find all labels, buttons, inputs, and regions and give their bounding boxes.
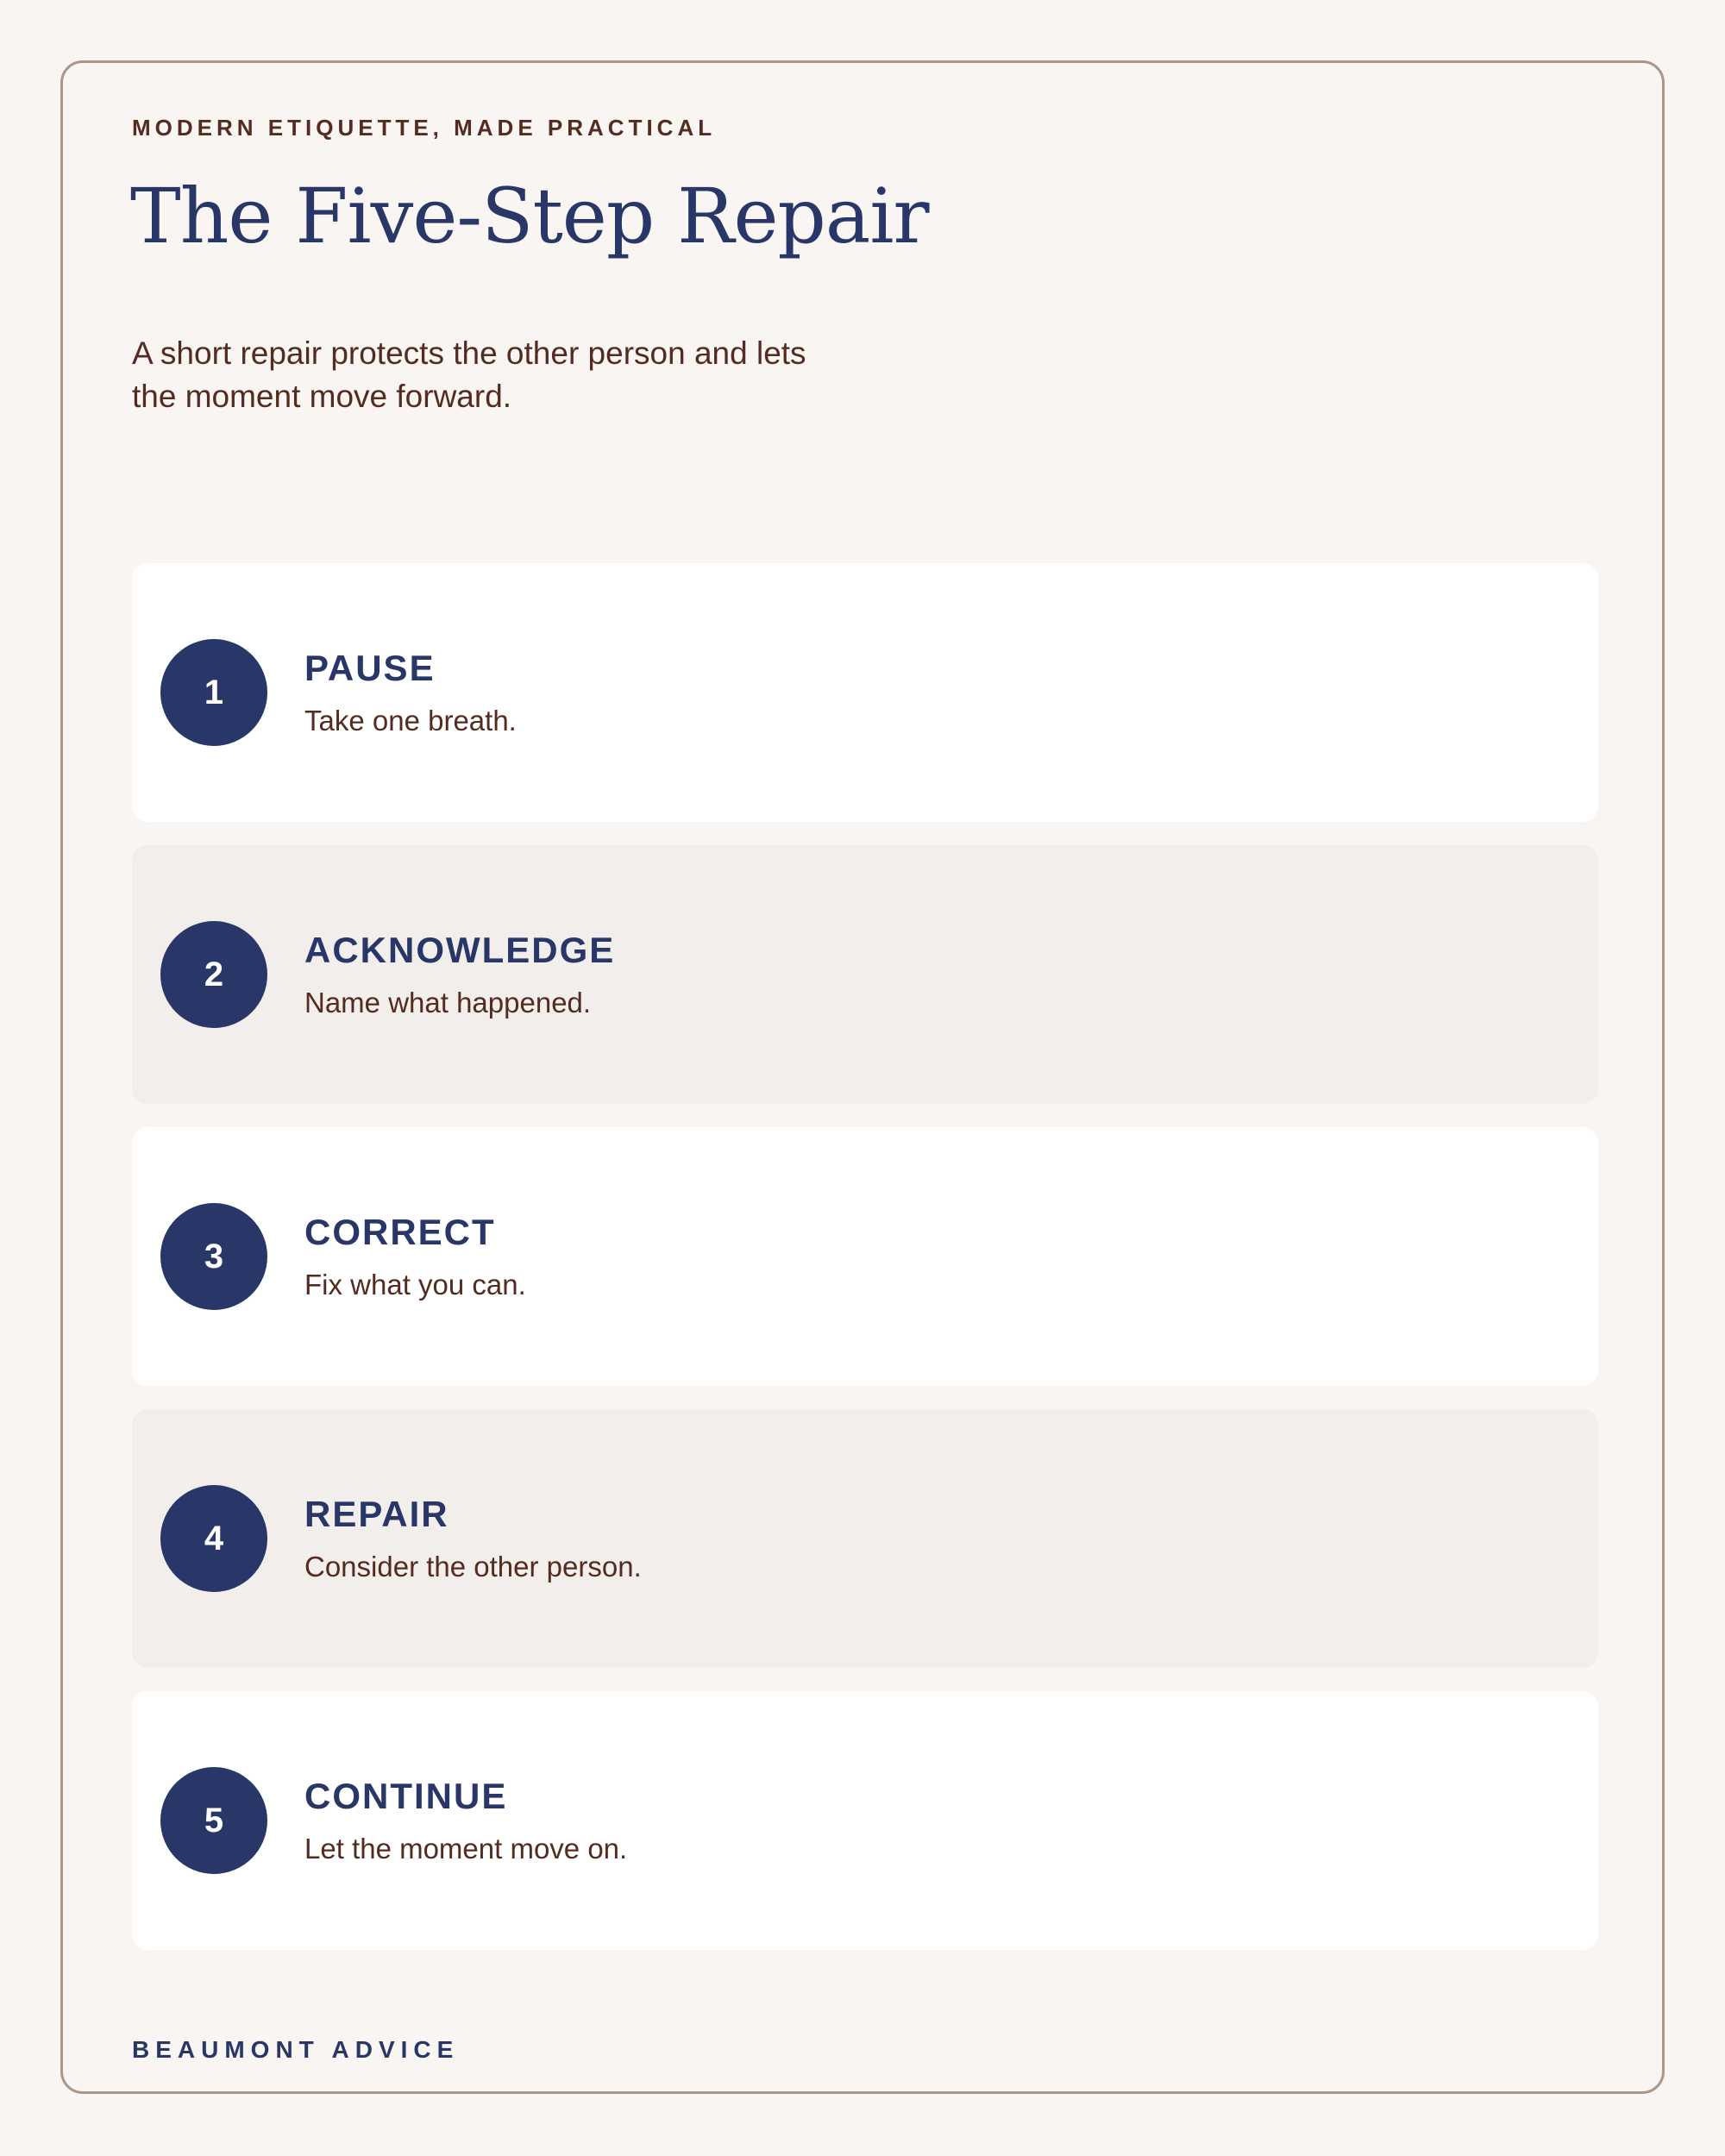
step-number-badge: 5 — [160, 1767, 267, 1874]
step-number-badge: 1 — [160, 639, 267, 746]
step-title: PAUSE — [304, 648, 436, 688]
step-title: CORRECT — [304, 1212, 496, 1252]
step-row-5 — [132, 1691, 1598, 1950]
step-number-badge: 3 — [160, 1203, 267, 1310]
step-row-4 — [132, 1409, 1598, 1668]
steps-list — [132, 563, 1598, 1973]
step-number-badge: 4 — [160, 1485, 267, 1592]
page-subtitle: A short repair protects the other person and lets the moment move forward. — [132, 335, 806, 414]
page-title: The Five-Step Repair — [130, 172, 929, 260]
step-description: Name what happened. — [304, 987, 592, 1018]
step-description: Take one breath. — [304, 705, 517, 736]
step-description: Let the moment move on. — [304, 1833, 628, 1865]
step-number-badge: 2 — [160, 921, 267, 1028]
brand-footer: BEAUMONT ADVICE — [132, 2036, 460, 2063]
step-description: Consider the other person. — [304, 1551, 642, 1583]
step-title: CONTINUE — [304, 1776, 508, 1816]
step-row-1 — [132, 563, 1598, 822]
repair-guide-card — [60, 60, 1665, 2094]
step-row-2 — [132, 845, 1598, 1104]
step-title: REPAIR — [304, 1494, 449, 1534]
step-description: Fix what you can. — [304, 1269, 526, 1300]
eyebrow-label: MODERN ETIQUETTE, MADE PRACTICAL — [132, 115, 717, 141]
step-title: ACKNOWLEDGE — [304, 930, 616, 970]
step-row-3 — [132, 1127, 1598, 1386]
